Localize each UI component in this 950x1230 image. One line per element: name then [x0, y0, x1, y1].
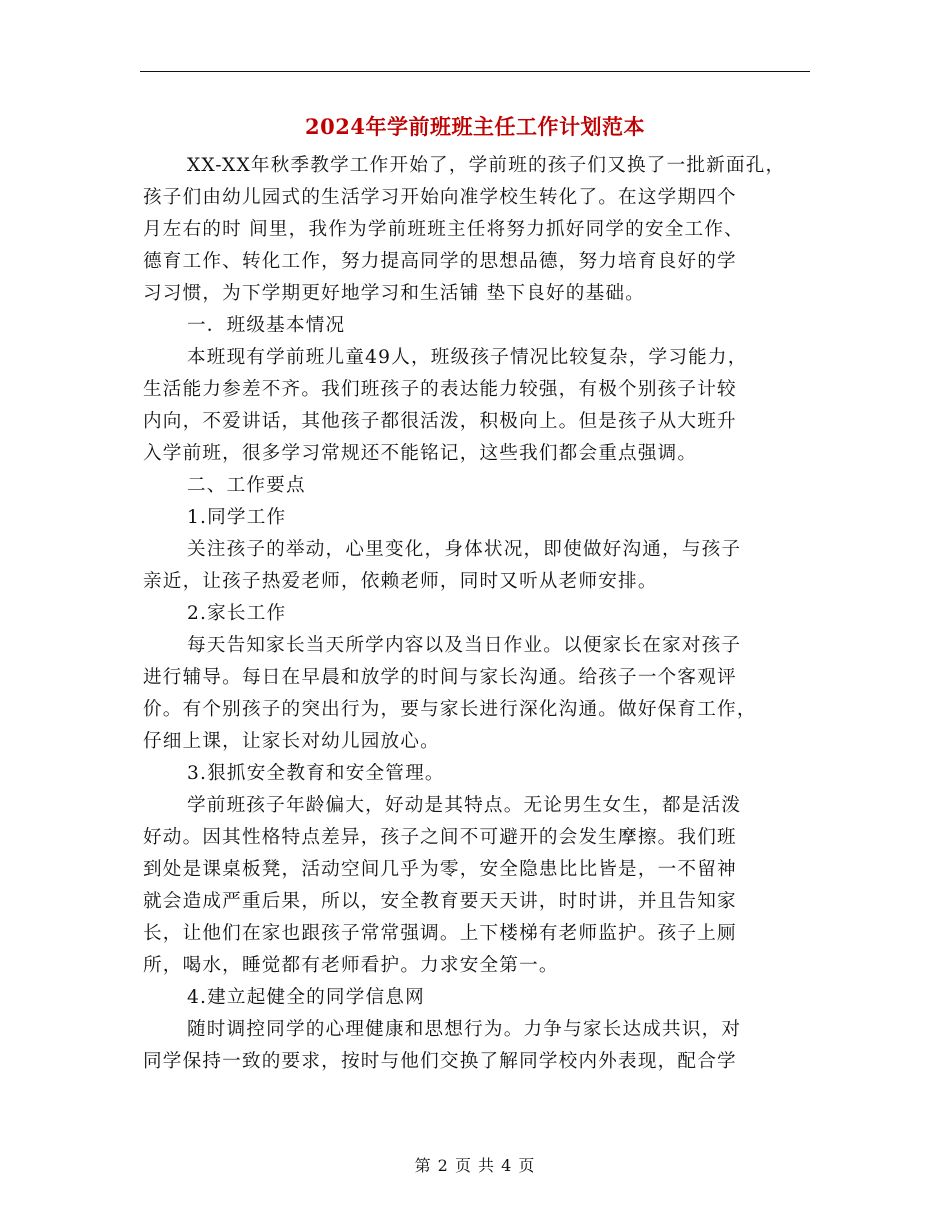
text-line: 每天告知家长当天所学内容以及当日作业。以便家长在家对孩子 — [187, 635, 742, 656]
text-line: 就会造成严重后果，所以，安全教育要天天讲，时时讲，并且告知家 — [143, 891, 737, 912]
header-rule — [140, 71, 810, 72]
text-line: 随时调控同学的心理健康和思想行为。力争与家长达成共识，对 — [187, 1019, 742, 1040]
text-line: 同学保持一致的要求，按时与他们交换了解同学校内外表现，配合学 — [143, 1051, 737, 1072]
text-line: 习习惯，为下学期更好地学习和生活铺 垫下良好的基础。 — [143, 283, 645, 304]
text-line: 学前班孩子年龄偏大，好动是其特点。无论男生女生，都是活泼 — [187, 795, 742, 816]
text-line: 本班现有学前班儿童49人，班级孩子情况比较复杂，学习能力， — [187, 347, 748, 368]
text-line: 1.同学工作 — [187, 507, 287, 528]
text-line: 进行辅导。每日在早晨和放学的时间与家长沟通。给孩子一个客观评 — [143, 667, 737, 688]
text-line: 2.家长工作 — [187, 603, 287, 624]
page-number-footer: 第 2 页 共 4 页 — [414, 1156, 536, 1175]
text-line: 好动。因其性格特点差异，孩子之间不可避开的会发生摩擦。我们班 — [143, 827, 737, 848]
text-line: 3.狠抓安全教育和安全管理。 — [187, 763, 445, 784]
text-line: 关注孩子的举动，心里变化，身体状况，即使做好沟通，与孩子 — [187, 539, 742, 560]
text-line: 入学前班，很多学习常规还不能铭记，这些我们都会重点强调。 — [143, 443, 698, 464]
text-line: XX-XX年秋季教学工作开始了，学前班的孩子们又换了一批新面孔， — [187, 155, 786, 176]
document-title: 2024年学前班班主任工作计划范本 — [305, 114, 645, 139]
document-body — [143, 150, 813, 1078]
text-line: 所，喝水，睡觉都有老师看护。力求安全第一。 — [143, 955, 559, 976]
text-line: 4.建立起健全的同学信息网 — [187, 987, 425, 1008]
text-line: 生活能力参差不齐。我们班孩子的表达能力较强，有极个别孩子计较 — [143, 379, 737, 400]
text-line: 孩子们由幼儿园式的生活学习开始向准学校生转化了。在这学期四个 — [143, 187, 737, 208]
text-line: 月左右的时 间里，我作为学前班班主任将努力抓好同学的安全工作、 — [143, 219, 744, 240]
text-line: 长，让他们在家也跟孩子常常强调。上下楼梯有老师监护。孩子上厕 — [143, 923, 737, 944]
text-line: 到处是课桌板凳，活动空间几乎为零，安全隐患比比皆是，一不留神 — [143, 859, 737, 880]
text-line: 价。有个别孩子的突出行为，要与家长进行深化沟通。做好保育工作， — [143, 699, 757, 720]
text-line: 二、工作要点 — [187, 475, 306, 496]
text-line: 仔细上课，让家长对幼儿园放心。 — [143, 731, 440, 752]
text-line: 德育工作、转化工作，努力提高同学的思想品德，努力培育良好的学 — [143, 251, 737, 272]
text-line: 亲近，让孩子热爱老师，依赖老师，同时又听从老师安排。 — [143, 571, 658, 592]
text-line: 内向，不爱讲话，其他孩子都很活泼，积极向上。但是孩子从大班升 — [143, 411, 737, 432]
text-line: 一．班级基本情况 — [187, 315, 346, 336]
